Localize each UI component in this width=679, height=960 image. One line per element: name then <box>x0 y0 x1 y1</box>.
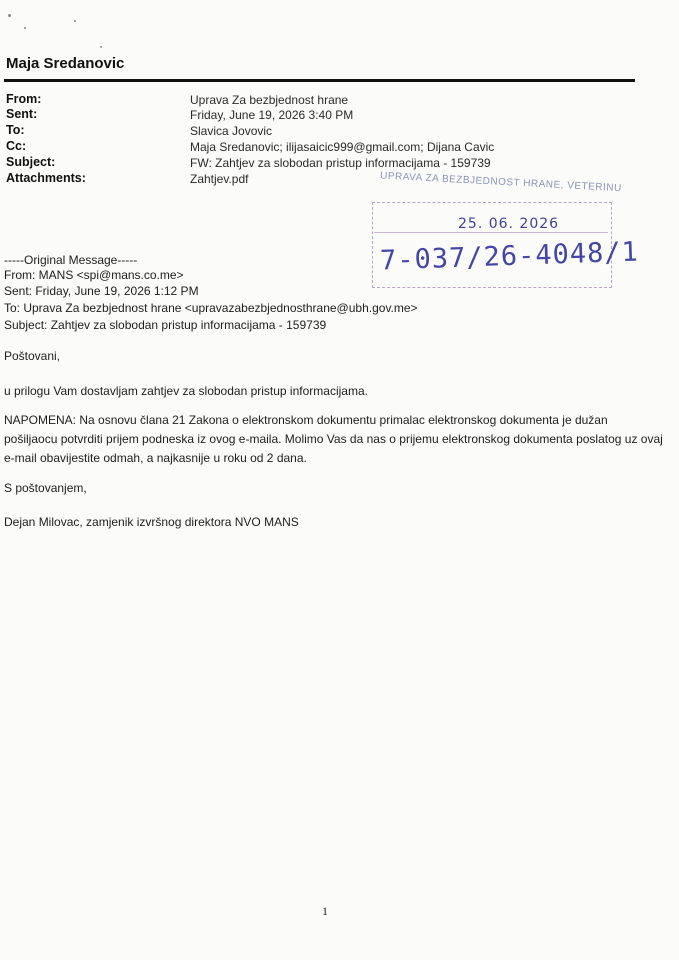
from-value: Uprava Za bezbjednost hrane <box>190 93 349 107</box>
page-number: 1 <box>322 904 328 918</box>
to-label: To: <box>6 123 25 137</box>
intro-paragraph: u prilogu Vam dostavljam zahtjev za slobodan pristup informacijama. <box>4 384 368 398</box>
note-paragraph: NAPOMENA: Na osnovu člana 21 Zakona o elektronskom dokumentu primalac elektronskog dokumenta je dužan pošiljaocu potvrditi prijem podneska iz ovog e-maila. Molimo Vas da nas o prijemu elektronskog dokumenta poslatog uz ovaj e-mail obavijestite odmah, a najkasnije u roku od 2 dana. <box>4 413 663 465</box>
sent-value: Friday, June 19, 2026 3:40 PM <box>190 108 354 122</box>
stamp-heading: UPRAVA ZA BEZBJEDNOST HRANE, VETERINU <box>379 170 623 195</box>
greeting: Poštovani, <box>4 349 61 363</box>
scan-speck <box>24 27 26 29</box>
cc-value: Maja Sredanovic; ilijasaicic999@gmail.com; Dijana Cavic <box>190 140 495 154</box>
from-label: From: <box>6 92 42 106</box>
subject-label: Subject: <box>6 155 56 169</box>
scan-speck <box>8 14 11 17</box>
original-from: From: MANS <spi@mans.co.me> <box>4 268 184 282</box>
attachments-label: Attachments: <box>6 171 86 185</box>
original-subject: Subject: Zahtjev za slobodan pristup informacijama - 159739 <box>4 318 327 332</box>
subject-value: FW: Zahtjev za slobodan pristup informacijama - 159739 <box>190 156 491 170</box>
scan-speck <box>74 20 76 22</box>
header-divider <box>4 79 635 82</box>
mailbox-owner-name: Maja Sredanovic <box>6 55 125 72</box>
stamp-row-divider <box>374 232 608 233</box>
closing: S poštovanjem, <box>4 481 87 495</box>
cc-label: Cc: <box>6 139 27 153</box>
to-value: Slavica Jovovic <box>190 124 273 138</box>
original-sent: Sent: Friday, June 19, 2026 1:12 PM <box>4 284 199 298</box>
signature: Dejan Milovac, zamjenik izvršnog direktora NVO MANS <box>4 515 299 529</box>
attachment-file[interactable]: Zahtjev.pdf <box>190 172 249 186</box>
sent-label: Sent: <box>6 107 38 121</box>
scan-speck <box>100 46 102 48</box>
stamp-registry-number: 7-037/26-4048/1 <box>379 236 640 277</box>
stamp-date: 25. 06. 2026 <box>458 216 560 232</box>
original-to: To: Uprava Za bezbjednost hrane <upravazabezbjednosthrane@ubh.gov.me> <box>4 301 418 315</box>
original-message-separator: -----Original Message----- <box>4 253 138 267</box>
